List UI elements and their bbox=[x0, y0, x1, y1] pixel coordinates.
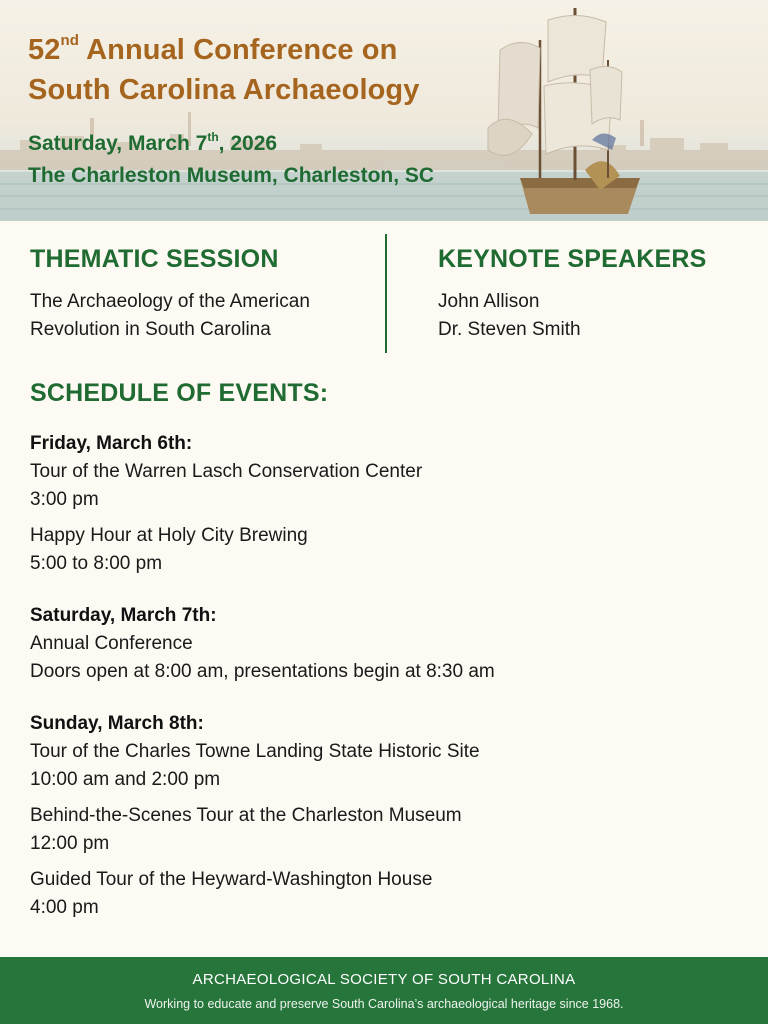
event-name: Tour of the Warren Lasch Conservation Center bbox=[30, 461, 423, 482]
conference-title bbox=[28, 30, 434, 110]
event-item bbox=[30, 866, 740, 922]
conference-date: Saturday, March 7 bbox=[28, 132, 208, 155]
thematic-description bbox=[30, 288, 375, 344]
organization-name: ARCHAEOLOGICAL SOCIETY OF SOUTH CAROLINA bbox=[192, 971, 576, 988]
event-time: 3:00 pm bbox=[30, 489, 99, 510]
event-name: Tour of the Charles Towne Landing State Historic Site bbox=[30, 741, 480, 762]
event-time: 12:00 pm bbox=[30, 833, 110, 854]
footer-banner bbox=[0, 957, 768, 1024]
day-title: Saturday, March 7th: bbox=[30, 605, 217, 626]
event-item bbox=[30, 522, 740, 578]
edition-number: 52 bbox=[28, 34, 61, 66]
keynote-list bbox=[438, 288, 738, 344]
thematic-line-1: The Archaeology of the American bbox=[30, 291, 310, 312]
thematic-session-block bbox=[30, 244, 375, 344]
organization-tagline: Working to educate and preserve South Carolina’s archaeological heritage since 1968. bbox=[144, 997, 624, 1011]
thematic-heading: THEMATIC SESSION bbox=[30, 245, 279, 273]
keynote-speaker: John Allison bbox=[438, 291, 540, 312]
title-line-1: Annual Conference on bbox=[79, 34, 398, 66]
day-title: Sunday, March 8th: bbox=[30, 713, 204, 734]
conference-venue: The Charleston Museum, Charleston, SC bbox=[28, 164, 435, 187]
keynote-heading: KEYNOTE SPEAKERS bbox=[438, 245, 707, 273]
conference-year: , 2026 bbox=[218, 132, 278, 155]
conference-date-venue bbox=[28, 128, 434, 192]
event-time: 4:00 pm bbox=[30, 897, 99, 918]
title-line-2: South Carolina Archaeology bbox=[28, 74, 420, 106]
event-item bbox=[30, 458, 740, 514]
schedule-of-events bbox=[30, 430, 740, 946]
day-saturday bbox=[30, 602, 740, 686]
event-time: 10:00 am and 2:00 pm bbox=[30, 769, 221, 790]
day-sunday bbox=[30, 710, 740, 922]
event-item bbox=[30, 802, 740, 858]
thematic-line-2: Revolution in South Carolina bbox=[30, 319, 271, 340]
event-item bbox=[30, 630, 740, 686]
column-divider bbox=[385, 234, 387, 353]
edition-suffix: nd bbox=[60, 32, 79, 49]
date-suffix: th bbox=[207, 130, 219, 144]
event-time: 5:00 to 8:00 pm bbox=[30, 553, 163, 574]
event-name: Happy Hour at Holy City Brewing bbox=[30, 525, 308, 546]
header-banner bbox=[0, 0, 768, 221]
keynote-speakers-block bbox=[438, 244, 738, 344]
event-name: Guided Tour of the Heyward-Washington House bbox=[30, 869, 433, 890]
event-name: Annual Conference bbox=[30, 633, 193, 654]
day-title: Friday, March 6th: bbox=[30, 433, 193, 454]
event-item bbox=[30, 738, 740, 794]
keynote-speaker: Dr. Steven Smith bbox=[438, 319, 581, 340]
schedule-heading: SCHEDULE OF EVENTS: bbox=[30, 379, 329, 407]
day-friday bbox=[30, 430, 740, 578]
event-name: Behind-the-Scenes Tour at the Charleston Museum bbox=[30, 805, 462, 826]
event-time: Doors open at 8:00 am, presentations begin at 8:30 am bbox=[30, 661, 495, 682]
